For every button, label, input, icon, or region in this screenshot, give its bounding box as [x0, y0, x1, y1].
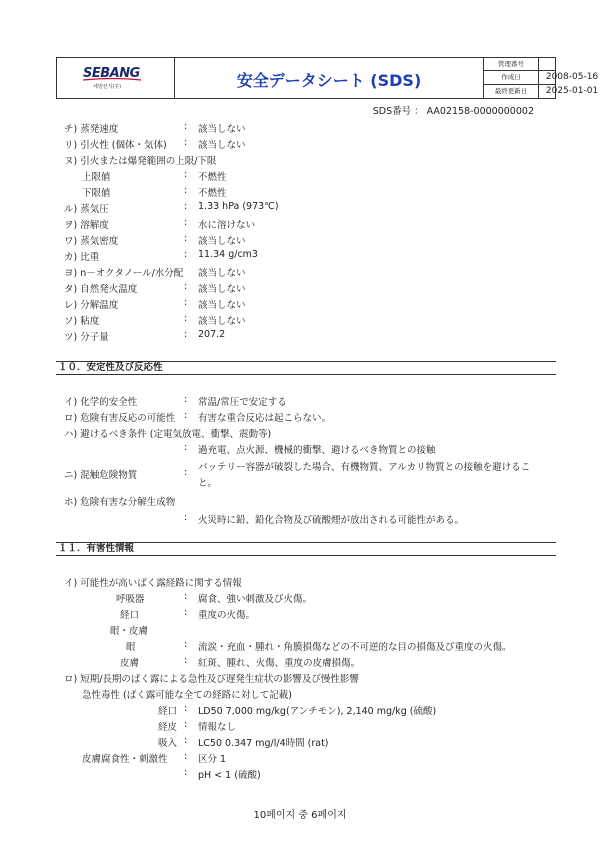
s11-label: 皮膚腐食性・刺激性 — [82, 754, 168, 765]
prop-value: 該当しない — [198, 140, 246, 151]
prop-value: 1.33 hPa (973℃) — [198, 201, 279, 212]
page-footer: 10페이지 중 6페이지 — [253, 810, 347, 821]
s10-value: 常温/常圧で安定する — [198, 397, 287, 408]
colon: : — [184, 329, 188, 340]
prop-label: レ) 分解温度 — [64, 300, 119, 311]
title-cell — [175, 58, 484, 98]
s10-label: ハ) 避けるべき条件 (定電気放電、衝撃、震動等) — [64, 429, 272, 440]
section-10-heading: １０．安定性及び反応性 — [56, 361, 556, 375]
sds-number: SDS番号 ： AA02158-0000000002 — [372, 106, 534, 117]
logo-swoosh-icon — [83, 78, 141, 81]
colon: : — [184, 703, 188, 714]
s11-value: 重度の火傷。 — [198, 610, 256, 621]
s11-label: 急性毒性 (ばく露可能な全ての経路に対して記載) — [82, 690, 292, 701]
prop-value: 207.2 — [198, 329, 226, 340]
prop-value: 該当しない — [198, 236, 246, 247]
prop-value: 該当しない — [198, 316, 246, 327]
s10-value: 火災時に鉛、鉛化合物及び硫酸煙が放出される可能性がある。 — [198, 515, 465, 526]
prop-value: 水に溶けない — [198, 220, 256, 231]
prop-value: 11.34 g/cm3 — [198, 249, 258, 260]
colon: : — [184, 297, 188, 308]
prop-value: 不燃性 — [198, 188, 227, 199]
prop-label: 下限値 — [82, 188, 111, 199]
colon: : — [184, 233, 188, 244]
s10-value: 有害な重合反応は起こらない。 — [198, 413, 332, 424]
s11-label: 眼 — [126, 642, 136, 653]
colon: : — [184, 639, 188, 650]
logo-cell — [57, 58, 175, 98]
company-logo: SEBANG — [83, 66, 140, 81]
s11-value: pH < 1 (硫酸) — [198, 770, 261, 781]
colon: : — [184, 394, 188, 405]
s11-label: 呼吸器 — [116, 594, 145, 605]
prop-label: ル) 蒸気圧 — [64, 204, 109, 215]
colon: : — [184, 467, 188, 478]
s11-label: 経口 — [120, 610, 140, 621]
s11-value: LC50 0.347 mg/l/4時間 (rat) — [198, 738, 329, 749]
s11-label: 吸入 — [158, 738, 178, 749]
s11-value: 紅斑、腫れ、火傷、重度の皮膚損傷。 — [198, 658, 361, 669]
colon: : — [184, 121, 188, 132]
s11-label: ロ) 短期/長期のばく露による急性及び遅発生症状の影響及び慢性影響 — [64, 674, 359, 685]
colon: : — [184, 169, 188, 180]
s10-label: ロ) 危険有害反応の可能性 — [64, 413, 176, 424]
colon: : — [184, 410, 188, 421]
prop-label: 上限値 — [82, 172, 111, 183]
prop-label: リ) 引火性 (個体・気体) — [64, 140, 167, 151]
s11-value: 流涙・充血・腫れ・角膜損傷などの不可逆的な目の損傷及び重度の火傷。 — [198, 642, 512, 653]
prop-label: カ) 比重 — [64, 252, 100, 263]
meta-value: 2008-05-16 — [545, 72, 599, 83]
s10-value: バッテリー容器が破裂した場合、有機物質、アルカリ物質との接触を避けるこ — [198, 462, 531, 473]
prop-label: ヨ) n－オクタノール/水分配 — [64, 268, 184, 279]
s11-label: 眼・皮膚 — [110, 626, 149, 637]
colon: : — [184, 137, 188, 148]
meta-values-box — [483, 57, 556, 99]
page-title: 安全データシート (SDS) — [236, 71, 422, 90]
prop-label: タ) 自然発火温度 — [64, 284, 138, 295]
s11-value: 腐食、強い刺激及び火傷。 — [198, 594, 313, 605]
section-11-heading: １１．有害性情報 — [56, 542, 556, 556]
meta-value: 2025-01-01 — [545, 85, 599, 96]
prop-value: 該当しない — [198, 300, 246, 311]
s11-label: 皮膚 — [120, 658, 140, 669]
colon: : — [184, 217, 188, 228]
s11-value: LD50 7,000 mg/kg(アンチモン), 2,140 mg/kg (硫酸) — [198, 706, 437, 717]
prop-label: ツ) 分子量 — [64, 332, 109, 343]
meta-label: 管理番号 — [484, 58, 539, 70]
prop-label: ワ) 蒸気密度 — [64, 236, 119, 247]
prop-value: 該当しない — [198, 124, 246, 135]
colon: : — [184, 249, 188, 260]
s11-label: 経皮 — [158, 722, 178, 733]
colon: : — [184, 607, 188, 618]
s10-label: ニ) 混触危険物質 — [64, 470, 138, 481]
prop-label: ヲ) 溶解度 — [64, 220, 109, 231]
s10-label: イ) 化学的安全性 — [64, 397, 138, 408]
prop-value: 不燃性 — [198, 172, 227, 183]
colon: : — [184, 751, 188, 762]
colon: : — [184, 591, 188, 602]
s10-label: ホ) 危険有害な分解生成物 — [64, 497, 176, 508]
colon: : — [184, 735, 188, 746]
colon: : — [184, 719, 188, 730]
prop-label: ヌ) 引火または爆発範囲の上限/下限 — [64, 156, 217, 167]
colon: : — [184, 281, 188, 292]
meta-label: 作成日 — [484, 71, 539, 83]
meta-label: 最終更新日 — [484, 85, 539, 98]
s11-value: 区分 1 — [198, 754, 227, 765]
s11-value: 情報なし — [198, 722, 237, 733]
colon: : — [184, 655, 188, 666]
s11-label: 経口 — [158, 706, 178, 717]
colon: : — [184, 185, 188, 196]
company-name-sub: 세방전지(주) — [93, 84, 122, 90]
prop-value: 該当しない — [198, 284, 246, 295]
prop-value: 該当しない — [198, 268, 246, 279]
colon: : — [184, 767, 188, 778]
prop-label: ソ) 粘度 — [64, 316, 100, 327]
s11-label: イ) 可能性が高いばく露経路に関する情報 — [64, 578, 242, 589]
colon: : — [184, 512, 188, 523]
document-header — [56, 57, 599, 99]
colon: : — [184, 442, 188, 453]
prop-label: チ) 蒸発速度 — [64, 124, 119, 135]
colon: : — [184, 313, 188, 324]
s10-value: 過充電、点火源、機械的衝撃、避けるべき物質との接触 — [198, 445, 436, 456]
colon: : — [184, 201, 188, 212]
s10-value-cont: と。 — [198, 478, 218, 489]
